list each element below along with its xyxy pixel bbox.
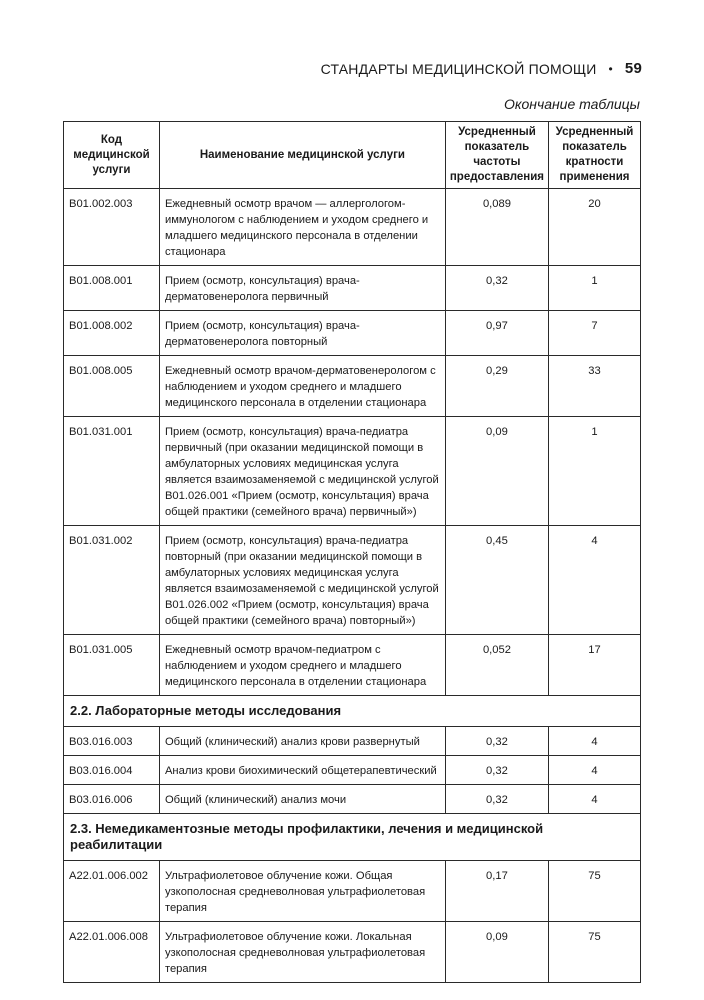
cell-multiplicity: 75 xyxy=(549,922,641,983)
table-row xyxy=(64,526,641,635)
cell-frequency: 0,97 xyxy=(445,311,548,356)
page-number: 59 xyxy=(624,60,642,77)
cell-frequency: 0,09 xyxy=(445,417,548,526)
cell-code: B01.031.002 xyxy=(64,526,160,635)
table-row xyxy=(64,635,641,696)
column-header-frequency: Усредненный показатель частоты предоставления xyxy=(445,122,548,189)
cell-name: Общий (клинический) анализ крови развернутый xyxy=(159,727,445,756)
cell-code: A22.01.006.008 xyxy=(64,922,160,983)
running-header xyxy=(321,60,642,77)
cell-multiplicity: 4 xyxy=(549,727,641,756)
table-row xyxy=(64,922,641,983)
cell-name: Прием (осмотр, консультация) врача-дерматовенеролога повторный xyxy=(159,311,445,356)
cell-code: B03.016.003 xyxy=(64,727,160,756)
cell-name: Ультрафиолетовое облучение кожи. Локальная узкополосная средневолновая ультрафиолетовая терапия xyxy=(159,922,445,983)
cell-code: B01.008.005 xyxy=(64,356,160,417)
table-row xyxy=(64,861,641,922)
column-header-multiplicity: Усредненный показатель кратности применения xyxy=(549,122,641,189)
cell-frequency: 0,32 xyxy=(445,266,548,311)
cell-frequency: 0,32 xyxy=(445,727,548,756)
table-body xyxy=(64,189,641,983)
cell-frequency: 0,32 xyxy=(445,785,548,814)
cell-code: B01.031.001 xyxy=(64,417,160,526)
cell-multiplicity: 4 xyxy=(549,785,641,814)
cell-name: Ультрафиолетовое облучение кожи. Общая узкополосная средневолновая ультрафиолетовая терапия xyxy=(159,861,445,922)
cell-name: Анализ крови биохимический общетерапевтический xyxy=(159,756,445,785)
table-row xyxy=(64,756,641,785)
cell-name: Прием (осмотр, консультация) врача-педиатра первичный (при оказании медицинской помощи в амбулаторных условиях медицинская услуга является взаимозаменяемой с медицинской услугой B01.026.001 «Прием (осмотр, консультация) врача общей практики (семейного врача) первичный») xyxy=(159,417,445,526)
table-header-row xyxy=(64,122,641,189)
cell-frequency: 0,09 xyxy=(445,922,548,983)
table-row xyxy=(64,727,641,756)
table-row xyxy=(64,266,641,311)
cell-multiplicity: 17 xyxy=(549,635,641,696)
table-row xyxy=(64,785,641,814)
cell-multiplicity: 1 xyxy=(549,266,641,311)
column-header-name: Наименование медицинской услуги xyxy=(159,122,445,189)
table-row xyxy=(64,189,641,266)
cell-frequency: 0,089 xyxy=(445,189,548,266)
cell-code: B01.008.001 xyxy=(64,266,160,311)
section-row xyxy=(64,814,641,861)
cell-code: B03.016.004 xyxy=(64,756,160,785)
section-title: 2.3. Немедикаментозные методы профилактики, лечения и медицинской реабилитации xyxy=(64,814,641,861)
section-row xyxy=(64,696,641,727)
cell-multiplicity: 20 xyxy=(549,189,641,266)
cell-name: Ежедневный осмотр врачом-дерматовенерологом с наблюдением и уходом среднего и младшего медицинского персонала в отделении стационара xyxy=(159,356,445,417)
cell-code: B01.031.005 xyxy=(64,635,160,696)
cell-frequency: 0,32 xyxy=(445,756,548,785)
cell-multiplicity: 7 xyxy=(549,311,641,356)
services-table xyxy=(63,121,641,983)
cell-name: Прием (осмотр, консультация) врача-дерматовенеролога первичный xyxy=(159,266,445,311)
cell-name: Ежедневный осмотр врачом-педиатром с наблюдением и уходом среднего и младшего медицинского персонала в отделении стационара xyxy=(159,635,445,696)
cell-code: B01.008.002 xyxy=(64,311,160,356)
cell-frequency: 0,17 xyxy=(445,861,548,922)
cell-code: B01.002.003 xyxy=(64,189,160,266)
cell-name: Общий (клинический) анализ мочи xyxy=(159,785,445,814)
cell-name: Прием (осмотр, консультация) врача-педиатра повторный (при оказании медицинской помощи в амбулаторных условиях медицинская услуга является взаимозаменяемой с медицинской услугой B01.026.002 «Прием (осмотр, консультация) врача общей практики (семейного врача) повторный») xyxy=(159,526,445,635)
cell-frequency: 0,052 xyxy=(445,635,548,696)
cell-multiplicity: 33 xyxy=(549,356,641,417)
cell-frequency: 0,45 xyxy=(445,526,548,635)
cell-multiplicity: 4 xyxy=(549,526,641,635)
section-title: 2.2. Лабораторные методы исследования xyxy=(64,696,641,727)
cell-name: Ежедневный осмотр врачом — аллергологом-иммунологом с наблюдением и уходом среднего и младшего медицинского персонала в отделении стационара xyxy=(159,189,445,266)
bullet-separator: • xyxy=(608,61,613,76)
cell-code: B03.016.006 xyxy=(64,785,160,814)
cell-multiplicity: 75 xyxy=(549,861,641,922)
table-row xyxy=(64,311,641,356)
column-header-code: Код медицинской услуги xyxy=(64,122,160,189)
cell-multiplicity: 1 xyxy=(549,417,641,526)
cell-code: A22.01.006.002 xyxy=(64,861,160,922)
running-title: СТАНДАРТЫ МЕДИЦИНСКОЙ ПОМОЩИ xyxy=(320,60,597,77)
table-row xyxy=(64,417,641,526)
table-caption: Окончание таблицы xyxy=(503,96,640,112)
table-row xyxy=(64,356,641,417)
cell-multiplicity: 4 xyxy=(549,756,641,785)
cell-frequency: 0,29 xyxy=(445,356,548,417)
